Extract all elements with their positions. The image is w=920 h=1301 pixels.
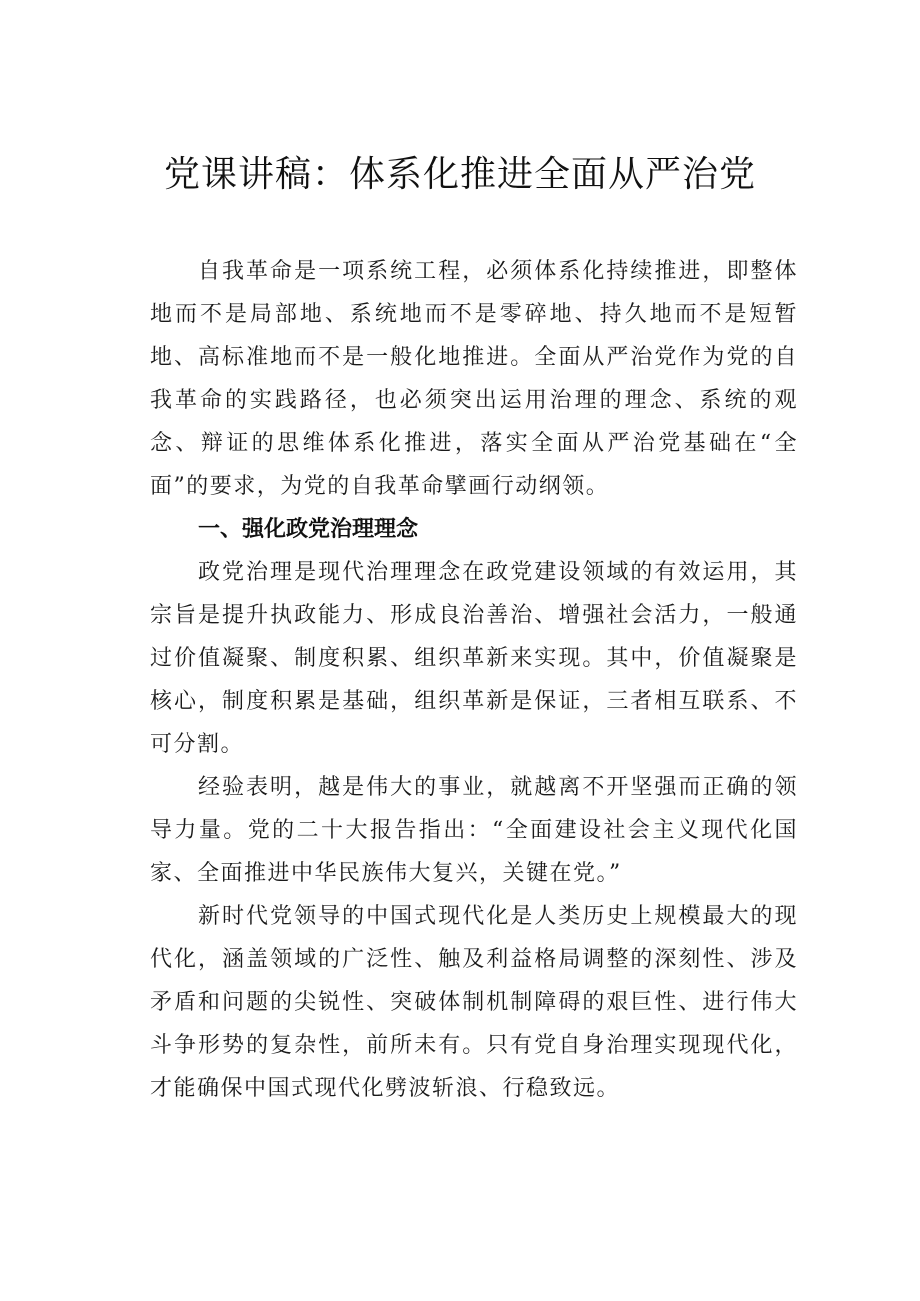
document-title: 党课讲稿：体系化推进全面从严治党 — [163, 154, 756, 195]
intro-paragraph: 自我革命是一项系统工程，必须体系化持续推进，即整体地而不是局部地、系统地而不是零碎地、持久地而不是短暂地、高标准地而不是一般化地推进。全面从严治党作为党的自我革命的实践路径，也必须突出运用治理的理念、系统的观念、辩证的思维体系化推进，落实全面从严治党基础在“全面”的要求，为党的自我革命擘画行动纲领。 — [150, 259, 798, 499]
body-paragraph: 新时代党领导的中国式现代化是人类历史上规模最大的现代化，涵盖领域的广泛性、触及利益格局调整的深刻性、涉及矛盾和问题的尖锐性、突破体制机制障碍的艰巨性、进行伟大斗争形势的复杂性，前所未有。只有党自身治理实现现代化，才能确保中国式现代化劈波斩浪、行稳致远。 — [150, 904, 798, 1101]
body-paragraph: 经验表明，越是伟大的事业，就越离不开坚强而正确的领导力量。党的二十大报告指出：“全面建设社会主义现代化国家、全面推进中华民族伟大复兴，关键在党。” — [150, 775, 798, 886]
body-paragraph: 政党治理是现代治理理念在政党建设领域的有效运用，其宗旨是提升执政能力、形成良治善治、增强社会活力，一般通过价值凝聚、制度积累、组织革新来实现。其中，价值凝聚是核心，制度积累是基础，组织革新是保证，三者相互联系、不可分割。 — [150, 560, 798, 757]
document-body — [150, 250, 798, 1110]
section-heading: 一、强化政党治理理念 — [198, 517, 419, 542]
